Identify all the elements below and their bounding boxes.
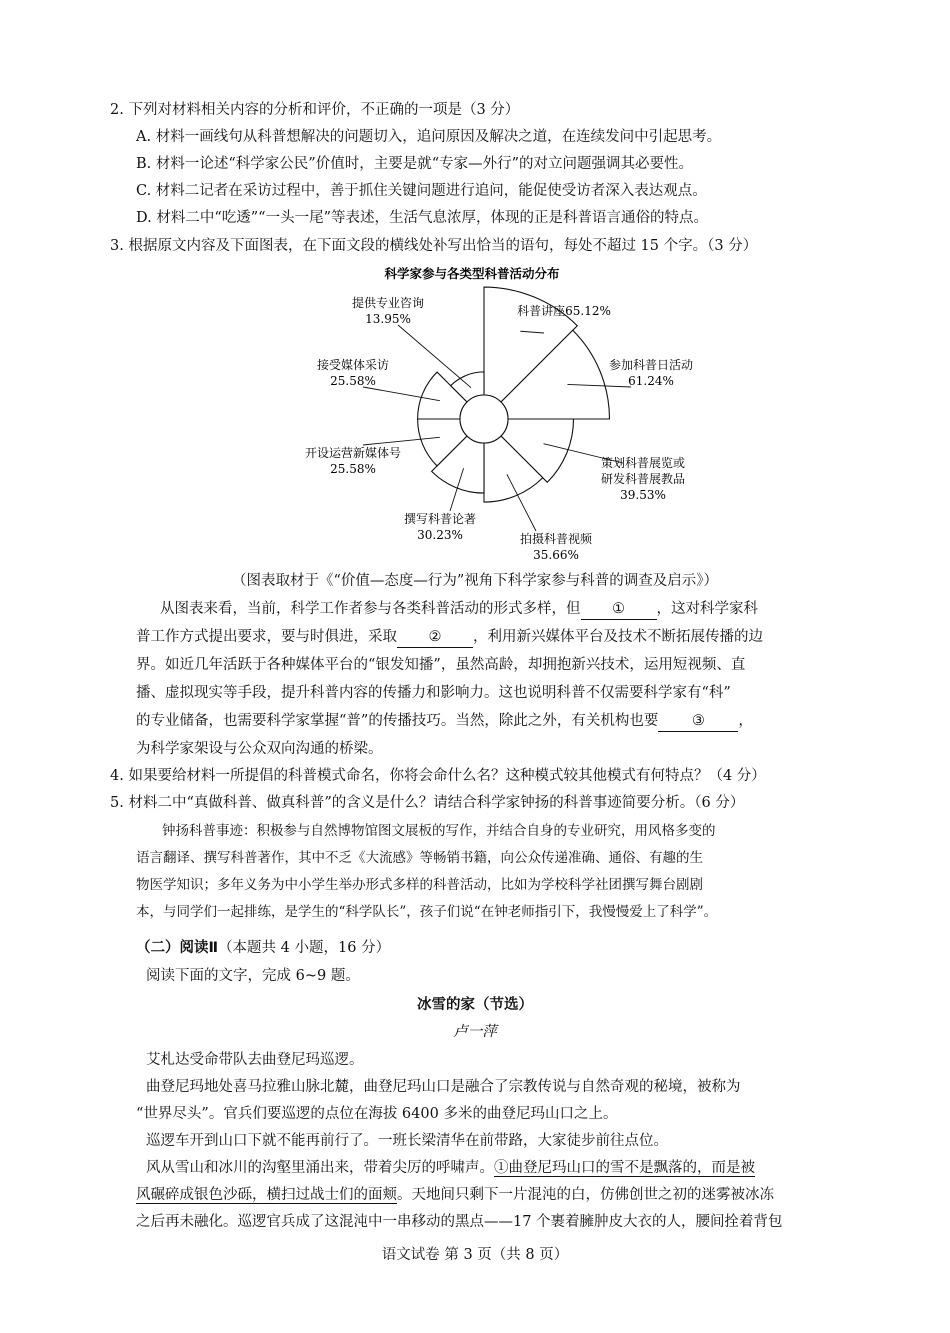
label-3-0: 拍摄科普视频 [519, 532, 593, 546]
q2-option-c: C. 材料二记者在采访过程中，善于抓住关键问题进行追问，能促使受访者深入表达观点。 [136, 183, 707, 199]
passage-author: 卢一萍 [453, 1024, 497, 1040]
q3-para-line4: 播、虚拟现实等手段，提升科普内容的传播力和影响力。这也说明科普不仅需要科学家有“科” [136, 685, 731, 701]
q5-material-line3: 物医学知识；多年义务为中小学生举办形式多样的科普活动，比如为学校科学社团撰写舞台剧剧 [136, 877, 703, 893]
q5-material-line2: 语言翻译、撰写科普著作，其中不乏《大流感》等畅销书籍，向公众传递准确、通俗、有趣的生 [136, 850, 703, 866]
q2-option-b: B. 材料一论述“科学家公民”价值时，主要是就“专家—外行”的对立问题强调其必要性。 [136, 156, 694, 172]
q3-para-line5: 的专业储备，也需要科学家掌握“普”的传播技巧。当然，除此之外，有关机构也要 ③ ， [136, 711, 753, 732]
label-2-2: 39.53% [620, 488, 666, 502]
label-6-1: 25.58% [330, 374, 376, 388]
blank-2[interactable]: ② [397, 627, 473, 648]
passage-line6: 风碾碎成银色沙砾，横扫过战士们的面颊。天地间只剩下一片混沌的白，仿佛创世之初的迷雾被冰冻 [136, 1187, 774, 1203]
label-1-1: 61.24% [628, 374, 674, 388]
label-2-1: 研发科普展教品 [600, 472, 686, 486]
passage-line7: 之后再未融化。巡逻官兵成了这混沌中一串移动的黑点——17 个裹着臃肿皮大衣的人，腰间拴着背包 [136, 1214, 783, 1230]
section2-instruction: 阅读下面的文字，完成 6~9 题。 [146, 968, 360, 984]
passage-line2: 曲登尼玛地处喜马拉雅山脉北麓，曲登尼玛山口是融合了宗教传说与自然奇观的秘境，被称为 [146, 1079, 741, 1095]
label-4-1: 30.23% [417, 528, 463, 542]
chart-title: 科学家参与各类型科普活动分布 [384, 266, 560, 281]
passage-line4: 巡逻车开到山口下就不能再前行了。一班长梁清华在前带路，大家徒步前往点位。 [146, 1133, 668, 1149]
label-5-0: 开设运营新媒体号 [304, 446, 402, 460]
underlined-sentence-1b: 风碾碎成银色沙砾，横扫过战士们的面颊 [136, 1187, 397, 1203]
label-3-1: 35.66% [533, 548, 579, 562]
blank-3[interactable]: ③ [658, 711, 738, 732]
q3-para-line6: 为科学家架设与公众双向沟通的桥梁。 [136, 741, 383, 757]
chart-source: （图表取材于《“价值—态度—行为”视角下科学家参与科普的调查及启示》） [231, 573, 719, 589]
label-7-0: 提供专业咨询 [351, 296, 425, 310]
q2-option-a: A. 材料一画线句从科普想解决的问题切入，追问原因及解决之道，在连续发问中引起思考。 [136, 129, 722, 145]
passage-title: 冰雪的家（节选） [417, 997, 533, 1013]
label-5-1: 25.58% [330, 462, 376, 476]
q5-material-line4: 本，与同学们一起排练，是学生的“科学队长”，孩子们说“在钟老师指引下，我慢慢爱上了科学”。 [136, 904, 718, 920]
label-7-1: 13.95% [365, 312, 411, 326]
q3-para-line1: 从图表来看，当前，科学工作者参与各类科普活动的形式多样，但 ① ，这对科学家科 [160, 599, 758, 620]
q5-material-line1: 钟扬科普事迹：积极参与自然博物馆图文展板的写作，并结合自身的专业研究，用风格多变的 [162, 823, 716, 839]
q2-option-d: D. 材料二中“吃透”“一头一尾”等表述，生活气息浓厚，体现的正是科普语言通俗的特点。 [136, 210, 708, 226]
q3-para-line2: 普工作方式提出要求，要与时俱进，采取 ② ，利用新兴媒体平台及技术不断拓展传播的边 [136, 627, 763, 648]
q5-stem: 5. 材料二中“真做科普、做真科普”的含义是什么？请结合科学家钟扬的科普事迹简要分析。（6 分） [110, 795, 745, 811]
page-footer: 语文试卷 第 3 页（共 8 页） [381, 1247, 569, 1263]
passage-line1: 艾札达受命带队去曲登尼玛巡逻。 [146, 1052, 364, 1068]
label-6-0: 接受媒体采访 [316, 358, 390, 372]
label-1-0: 参加科普日活动 [608, 358, 694, 372]
underlined-sentence-1a: ①曲登尼玛山口的雪不是飘落的，而是被 [494, 1160, 755, 1176]
q2-stem: 2. 下列对材料相关内容的分析和评价，不正确的一项是（3 分） [110, 102, 520, 118]
q3-para-line3: 界。如近几年活跃于各种媒体平台的“银发知播”，虽然高龄，却拥抱新兴技术，运用短视频、直 [136, 657, 746, 673]
q4-stem: 4. 如果要给材料一所提倡的科普模式命名，你将会命什么名？这种模式较其他模式有何特点？（4 分） [110, 768, 766, 784]
blank-1[interactable]: ① [581, 599, 657, 620]
label-2-0: 策划科普展览或 [600, 456, 686, 470]
chart-wedges [418, 287, 610, 502]
passage-line3: “世界尽头”。官兵们要巡逻的点位在海拔 6400 多米的曲登尼玛山口之上。 [136, 1106, 618, 1122]
radial-chart [250, 262, 720, 592]
passage-line5: 风从雪山和冰川的沟壑里涌出来，带着尖厉的呼啸声。①曲登尼玛山口的雪不是飘落的，而是被 [146, 1160, 755, 1176]
center-hole [460, 395, 508, 443]
q3-stem: 3. 根据原文内容及下面图表，在下面文段的横线处补写出恰当的语句，每处不超过 15 个字。（3 分） [110, 238, 758, 254]
label-4-0: 撰写科普论著 [403, 512, 477, 526]
section2-heading: （二）阅读Ⅱ（本题共 4 小题，16 分） [136, 940, 391, 956]
label-0: 科普讲座65.12% [517, 304, 611, 318]
